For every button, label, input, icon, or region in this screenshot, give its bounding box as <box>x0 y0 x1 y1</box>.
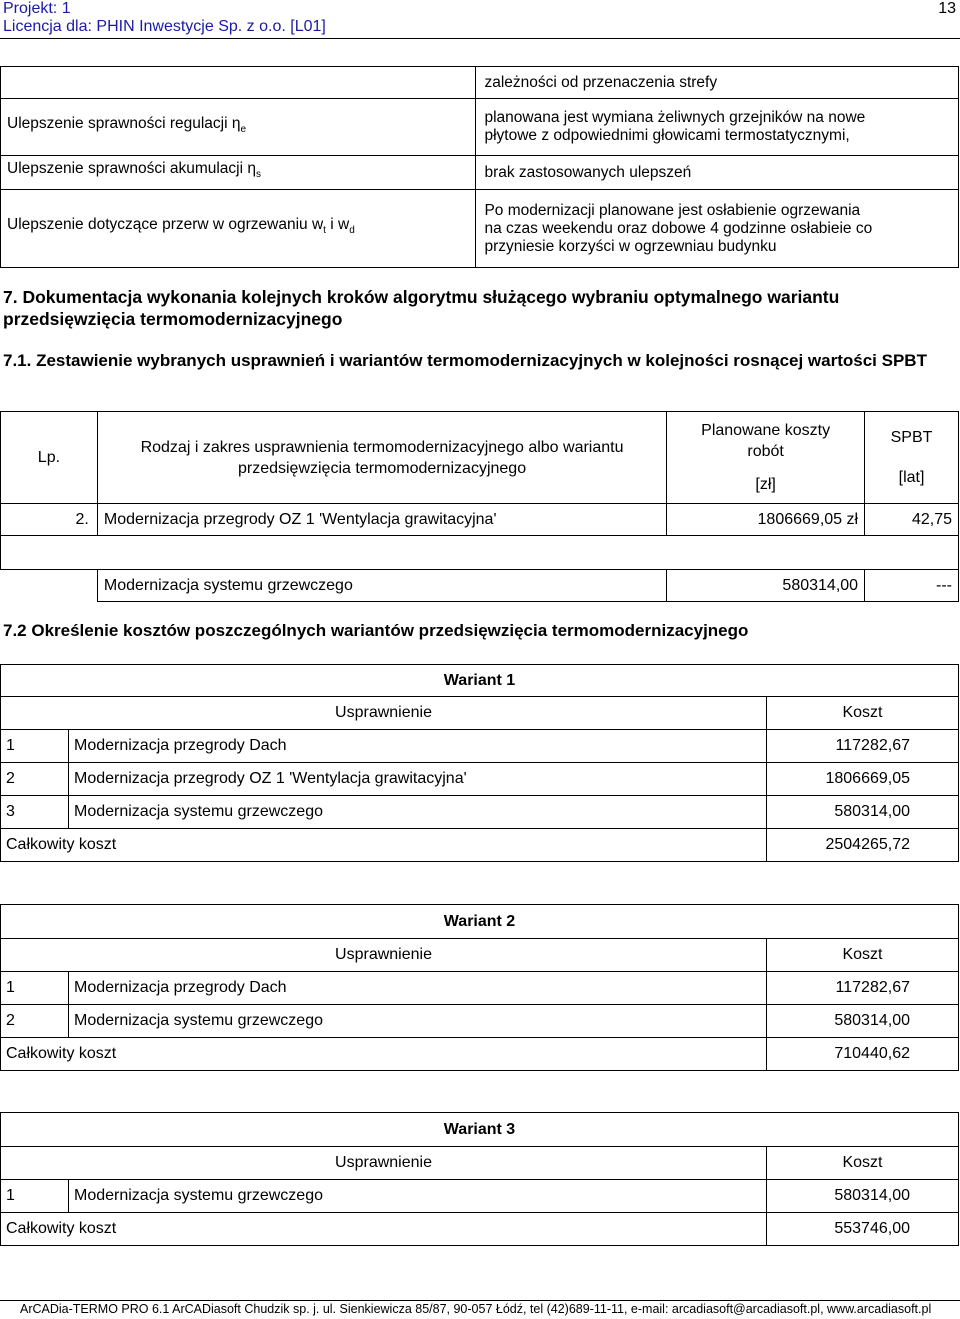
improvement-description: brak zastosowanych ulepszeń <box>476 156 959 190</box>
table-row <box>1 1213 959 1246</box>
improvement-col-header: Usprawnienie <box>1 1147 767 1180</box>
total-label: Całkowity koszt <box>1 829 767 862</box>
table-header-row <box>1 1147 959 1180</box>
item-cost: 117282,67 <box>767 972 959 1005</box>
table-row <box>1 1005 959 1038</box>
cost-cell: 580314,00 <box>667 570 865 602</box>
table-row <box>1 156 959 190</box>
table-row <box>1 67 959 99</box>
section-7-2-heading: 7.2 Określenie kosztów poszczególnych wariantów przedsięwzięcia termomodernizacyjnego <box>3 621 749 640</box>
table-header-row <box>1 412 959 504</box>
table-row <box>1 972 959 1005</box>
table-row <box>1 570 959 602</box>
variant-1-table <box>0 664 959 862</box>
item-cost: 580314,00 <box>767 1005 959 1038</box>
improvement-label: Ulepszenie sprawności akumulacji $\eta_s$ <box>1 156 476 190</box>
improvement-description: planowana jest wymiana żeliwnych grzejników na nowe płytowe z odpowiednimi głowicami termostatycznymi, <box>476 99 959 156</box>
item-cost: 1806669,05 <box>767 763 959 796</box>
table-row <box>1 665 959 697</box>
name-cell: Modernizacja systemu grzewczego <box>97 570 666 602</box>
improvement-description: Po modernizacji planowane jest osłabienie ogrzewania na czas weekendu oraz dobowe 4 godzinne osłabieie co przyniesie korzyści w ogrzewniau budynku <box>476 190 959 268</box>
header-divider <box>0 38 960 39</box>
spbt-cell: 42,75 <box>865 504 959 536</box>
name-cell: Modernizacja przegrody OZ 1 'Wentylacja grawitacyjna' <box>97 504 666 536</box>
spbt-table <box>0 411 959 602</box>
cost-col-header: Koszt <box>767 1147 959 1180</box>
item-name: Modernizacja przegrody Dach <box>69 730 767 763</box>
table-row <box>1 1180 959 1213</box>
table-row <box>1 796 959 829</box>
cost-col-header: Koszt <box>767 697 959 730</box>
item-number: 2 <box>1 1005 69 1038</box>
item-name: Modernizacja systemu grzewczego <box>69 1005 767 1038</box>
cost-col-header: Koszt <box>767 939 959 972</box>
table-row <box>1 905 959 939</box>
table-header-row <box>1 697 959 730</box>
item-name: Modernizacja przegrody Dach <box>69 972 767 1005</box>
section-7-1-heading: 7.1. Zestawienie wybranych usprawnień i wariantów termomodernizacyjnych w kolejności rosnącej wartości SPBT <box>3 351 927 370</box>
table-row <box>1 1113 959 1147</box>
table-row <box>1 504 959 536</box>
improvement-col-header: Usprawnienie <box>1 697 767 730</box>
section-7-heading: 7. Dokumentacja wykonania kolejnych kroków algorytmu służącego wybraniu optymalnego wariantu przedsięwzięcia termomodernizacyjnego <box>3 287 840 329</box>
project-label: Projekt: 1 <box>3 0 71 17</box>
item-number: 3 <box>1 796 69 829</box>
total-cost: 2504265,72 <box>767 829 959 862</box>
page-footer: ArCADia-TERMO PRO 6.1 ArCADiasoft Chudzik sp. j. ul. Sienkiewicza 85/87, 90-057 Łódź, tel (42)689-11-11, e-mail: arcadiasoft@arcadiasoft.pl, www.arcadiasoft.pl <box>0 1300 960 1316</box>
spacer-cell <box>1 536 959 570</box>
table-row <box>1 829 959 862</box>
variant-title: Wariant 3 <box>1 1113 959 1147</box>
variant-3-table <box>0 1112 959 1246</box>
scope-header: Rodzaj i zakres usprawnienia termomodernizacyjnego albo wariantu przedsięwzięcia termomodernizacyjnego <box>97 412 666 504</box>
spbt-header: SPBT [lat] <box>865 412 959 504</box>
spbt-cell: --- <box>865 570 959 602</box>
improvement-description: zależności od przenaczenia strefy <box>476 67 959 99</box>
item-number: 1 <box>1 1180 69 1213</box>
table-row <box>1 536 959 570</box>
license-label: Licencja dla: PHIN Inwestycje Sp. z o.o. [L01] <box>3 18 326 35</box>
item-cost: 580314,00 <box>767 1180 959 1213</box>
item-number: 1 <box>1 972 69 1005</box>
item-number: 1 <box>1 730 69 763</box>
lp-cell <box>1 570 98 602</box>
page-number: 13 <box>938 0 956 17</box>
cost-header: Planowane koszty robót [zł] <box>667 412 865 504</box>
lp-cell: 2. <box>1 504 98 536</box>
variant-2-table <box>0 904 959 1071</box>
item-cost: 117282,67 <box>767 730 959 763</box>
table-header-row <box>1 939 959 972</box>
item-name: Modernizacja systemu grzewczego <box>69 1180 767 1213</box>
total-cost: 553746,00 <box>767 1213 959 1246</box>
cost-cell: 1806669,05 zł <box>667 504 865 536</box>
table-row <box>1 190 959 268</box>
improvements-table <box>0 66 959 268</box>
lp-header: Lp. <box>1 412 98 504</box>
total-label: Całkowity koszt <box>1 1213 767 1246</box>
item-cost: 580314,00 <box>767 796 959 829</box>
total-label: Całkowity koszt <box>1 1038 767 1071</box>
total-cost: 710440,62 <box>767 1038 959 1071</box>
table-row <box>1 1038 959 1071</box>
item-name: Modernizacja przegrody OZ 1 'Wentylacja grawitacyjna' <box>69 763 767 796</box>
table-row <box>1 763 959 796</box>
item-number: 2 <box>1 763 69 796</box>
improvement-label <box>1 67 476 99</box>
improvement-label: Ulepszenie dotyczące przerw w ogrzewaniu $w_t$ i $w_d$ <box>1 190 476 268</box>
improvement-label: Ulepszenie sprawności regulacji $\eta_e$ <box>1 99 476 156</box>
table-row <box>1 730 959 763</box>
table-row <box>1 99 959 156</box>
improvement-col-header: Usprawnienie <box>1 939 767 972</box>
item-name: Modernizacja systemu grzewczego <box>69 796 767 829</box>
variant-title: Wariant 1 <box>1 665 959 697</box>
variant-title: Wariant 2 <box>1 905 959 939</box>
